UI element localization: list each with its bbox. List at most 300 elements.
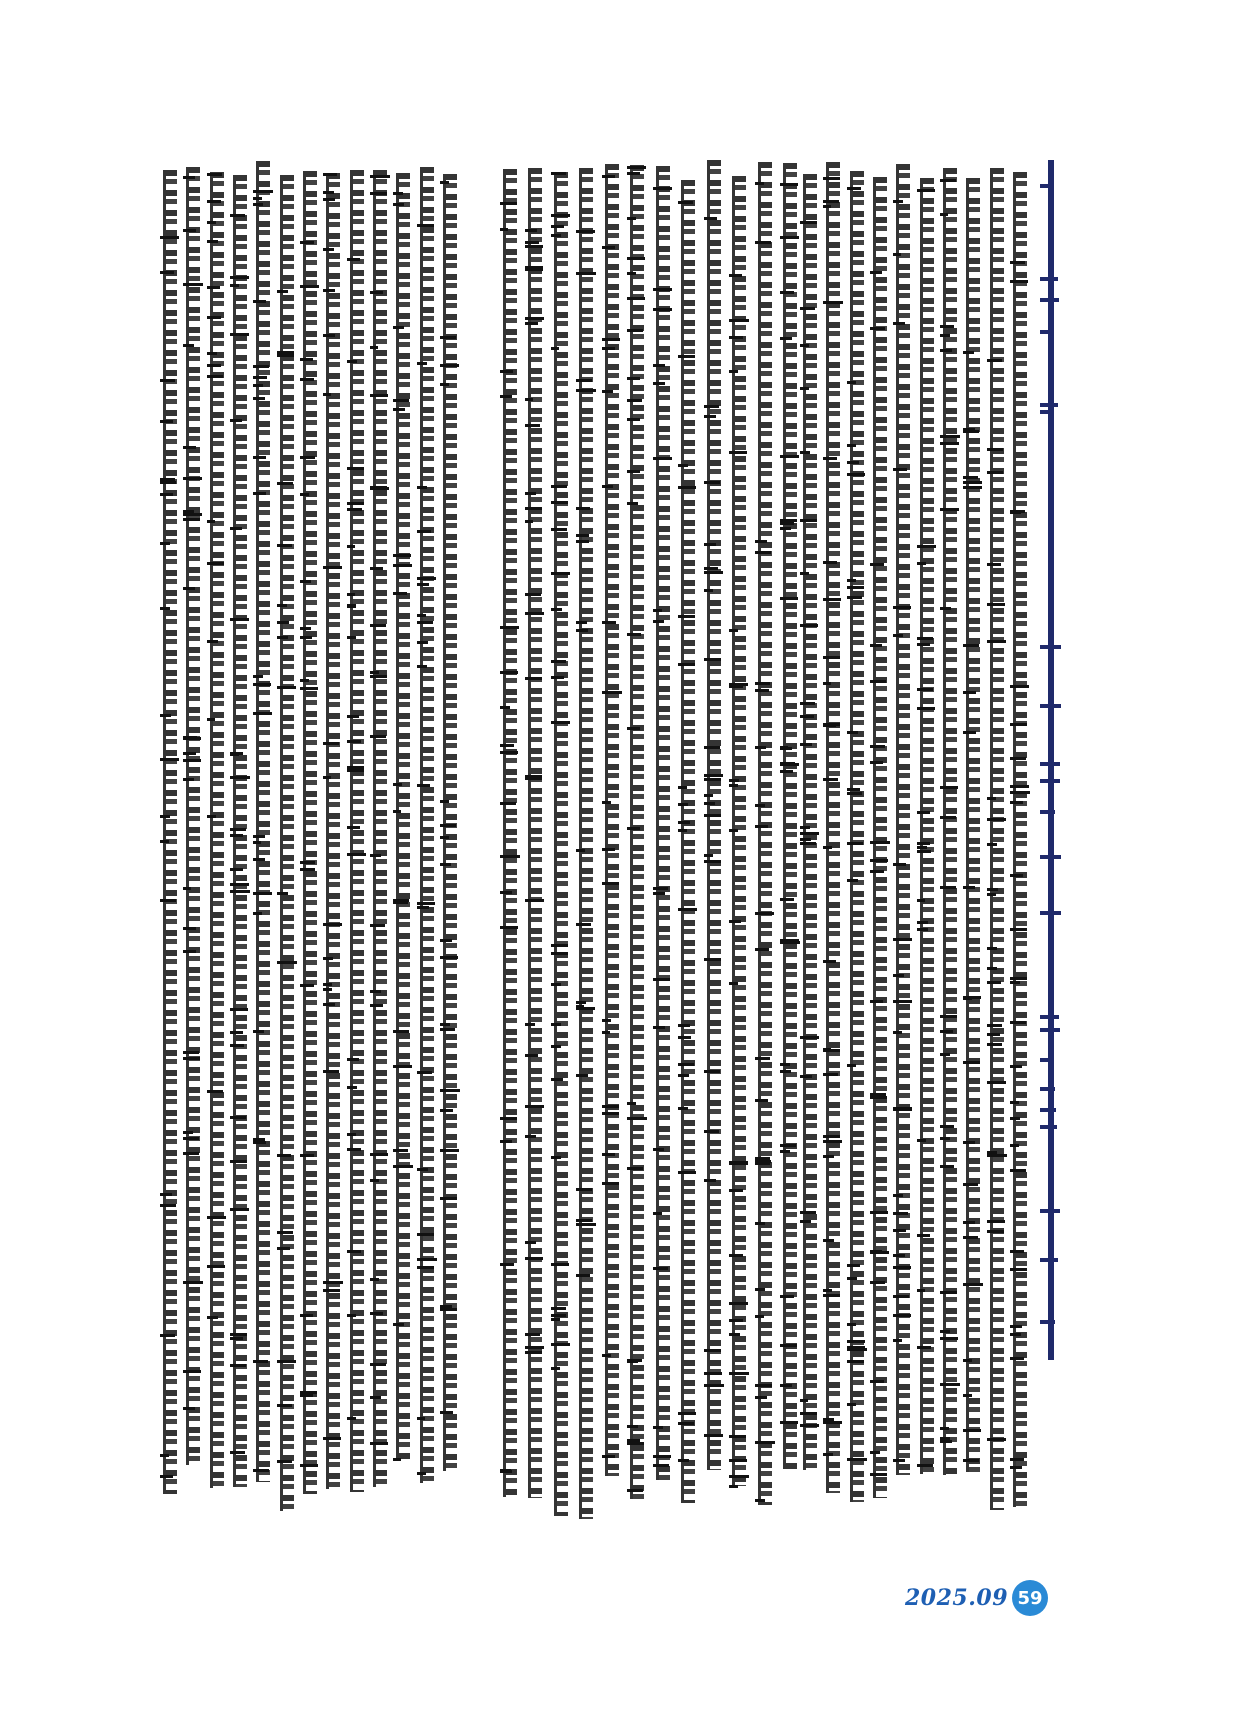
- glyph-mark: [323, 776, 331, 779]
- glyph-mark: [230, 276, 249, 279]
- glyph-mark: [347, 1250, 361, 1253]
- glyph-mark: [347, 360, 357, 363]
- glyph-mark: [253, 376, 267, 379]
- glyph-mark: [800, 344, 809, 347]
- glyph-mark: [823, 457, 837, 460]
- script-stroke: [966, 178, 980, 1472]
- glyph-mark: [576, 1274, 590, 1277]
- title-glyph-mark: [1040, 410, 1054, 414]
- glyph-mark: [370, 192, 387, 195]
- script-stroke: [396, 173, 410, 1460]
- script-stroke: [280, 175, 294, 1511]
- glyph-mark: [1010, 801, 1023, 804]
- glyph-mark: [370, 924, 385, 927]
- glyph-mark: [370, 394, 388, 397]
- script-stroke: [528, 168, 542, 1498]
- glyph-mark: [1010, 723, 1027, 726]
- glyph-mark: [323, 566, 342, 569]
- glyph-mark: [800, 307, 815, 310]
- glyph-mark: [393, 783, 402, 786]
- glyph-mark: [207, 240, 218, 243]
- glyph-mark: [917, 637, 933, 640]
- glyph-mark: [780, 522, 794, 525]
- title-glyph-mark: [1040, 1258, 1058, 1262]
- glyph-mark: [230, 333, 249, 336]
- text-line: [253, 160, 273, 1540]
- glyph-mark: [847, 1348, 867, 1351]
- glyph-mark: [347, 1058, 359, 1061]
- glyph-mark: [940, 816, 956, 819]
- glyph-mark: [1010, 1333, 1021, 1336]
- glyph-mark: [551, 1023, 561, 1026]
- glyph-mark: [704, 571, 723, 574]
- glyph-mark: [704, 415, 716, 418]
- glyph-mark: [207, 1216, 226, 1219]
- glyph-mark: [847, 842, 863, 845]
- text-line: [393, 160, 413, 1540]
- glyph-mark: [230, 883, 249, 886]
- glyph-mark: [525, 677, 542, 680]
- glyph-mark: [253, 858, 265, 861]
- glyph-mark: [755, 1384, 772, 1387]
- glyph-mark: [893, 1108, 912, 1111]
- glyph-mark: [440, 1028, 455, 1031]
- glyph-mark: [987, 967, 997, 970]
- glyph-mark: [500, 671, 518, 674]
- glyph-mark: [230, 828, 246, 831]
- glyph-mark: [500, 1470, 511, 1473]
- glyph-mark: [987, 471, 1003, 474]
- glyph-mark: [800, 624, 818, 627]
- glyph-mark: [987, 1081, 1006, 1084]
- glyph-mark: [704, 481, 720, 484]
- glyph-mark: [183, 587, 195, 590]
- glyph-mark: [183, 518, 200, 521]
- glyph-mark: [207, 640, 218, 643]
- glyph-mark: [347, 258, 360, 261]
- glyph-mark: [207, 173, 222, 176]
- glyph-mark: [704, 774, 723, 777]
- glyph-mark: [277, 1404, 292, 1407]
- glyph-mark: [755, 825, 768, 828]
- glyph-mark: [160, 271, 174, 274]
- glyph-mark: [893, 938, 912, 941]
- text-line: [940, 160, 960, 1540]
- glyph-mark: [183, 1370, 201, 1373]
- glyph-mark: [183, 229, 196, 232]
- glyph-mark: [183, 1407, 195, 1410]
- glyph-mark: [987, 1033, 1000, 1036]
- glyph-mark: [729, 1254, 743, 1257]
- glyph-mark: [300, 1314, 313, 1317]
- glyph-mark: [347, 636, 356, 639]
- text-line: [704, 160, 724, 1540]
- glyph-mark: [525, 1105, 544, 1108]
- glyph-mark: [847, 1360, 864, 1363]
- glyph-mark: [1010, 261, 1025, 264]
- glyph-mark: [987, 1154, 1007, 1157]
- glyph-mark: [1010, 874, 1023, 877]
- glyph-mark: [940, 786, 958, 789]
- glyph-mark: [678, 786, 687, 789]
- glyph-mark: [917, 562, 926, 565]
- glyph-mark: [823, 723, 840, 726]
- glyph-mark: [253, 1469, 269, 1472]
- glyph-mark: [500, 1117, 517, 1120]
- glyph-mark: [347, 1148, 361, 1151]
- text-line: [653, 160, 673, 1540]
- glyph-mark: [323, 198, 335, 201]
- glyph-mark: [800, 743, 812, 746]
- glyph-mark: [277, 961, 297, 964]
- glyph-mark: [678, 803, 688, 806]
- glyph-mark: [870, 1000, 883, 1003]
- glyph-mark: [729, 1161, 748, 1164]
- glyph-mark: [729, 1333, 740, 1336]
- glyph-mark: [940, 886, 956, 889]
- glyph-mark: [277, 686, 296, 689]
- glyph-mark: [602, 1031, 610, 1034]
- glyph-mark: [183, 477, 202, 480]
- glyph-mark: [323, 742, 339, 745]
- glyph-mark: [940, 1427, 949, 1430]
- glyph-mark: [847, 1458, 867, 1461]
- glyph-mark: [183, 752, 196, 755]
- glyph-mark: [678, 1171, 696, 1174]
- glyph-mark: [230, 1364, 246, 1367]
- glyph-mark: [253, 912, 262, 915]
- glyph-mark: [277, 351, 294, 354]
- glyph-mark: [370, 1153, 388, 1156]
- glyph-mark: [300, 285, 319, 288]
- glyph-mark: [370, 1442, 388, 1445]
- glyph-mark: [627, 827, 640, 830]
- glyph-mark: [800, 842, 816, 845]
- text-line: [277, 160, 297, 1540]
- glyph-mark: [940, 435, 960, 438]
- glyph-mark: [755, 1441, 775, 1444]
- glyph-mark: [160, 1454, 169, 1457]
- glyph-mark: [551, 944, 568, 947]
- glyph-mark: [551, 721, 570, 724]
- glyph-mark: [300, 636, 312, 639]
- glyph-mark: [1010, 1065, 1022, 1068]
- glyph-mark: [870, 745, 885, 748]
- glyph-mark: [653, 1455, 671, 1458]
- glyph-mark: [729, 920, 741, 923]
- glyph-mark: [653, 1212, 662, 1215]
- glyph-mark: [800, 832, 819, 835]
- glyph-mark: [525, 1257, 543, 1260]
- glyph-mark: [230, 890, 250, 893]
- glyph-mark: [823, 1135, 840, 1138]
- glyph-mark: [729, 319, 749, 322]
- glyph-mark: [678, 201, 693, 204]
- glyph-mark: [253, 492, 266, 495]
- glyph-mark: [347, 467, 364, 470]
- glyph-mark: [847, 461, 859, 464]
- glyph-mark: [627, 470, 640, 473]
- glyph-mark: [370, 486, 387, 489]
- glyph-mark: [417, 1071, 432, 1074]
- script-stroke: [630, 165, 644, 1499]
- glyph-mark: [525, 775, 542, 778]
- glyph-mark: [987, 981, 1001, 984]
- glyph-mark: [963, 731, 976, 734]
- glyph-mark: [870, 841, 890, 844]
- glyph-mark: [847, 1403, 856, 1406]
- glyph-mark: [602, 1019, 611, 1022]
- glyph-mark: [393, 408, 405, 411]
- glyph-mark: [729, 1319, 743, 1322]
- glyph-mark: [417, 577, 436, 580]
- glyph-mark: [653, 887, 668, 890]
- glyph-mark: [780, 597, 798, 600]
- glyph-mark: [277, 544, 292, 547]
- glyph-mark: [417, 362, 427, 365]
- title-glyph-mark: [1040, 779, 1060, 783]
- glyph-mark: [183, 283, 203, 286]
- glyph-mark: [576, 923, 591, 926]
- glyph-mark: [627, 1117, 647, 1120]
- glyph-mark: [823, 301, 843, 304]
- glyph-mark: [160, 815, 170, 818]
- glyph-mark: [729, 829, 738, 832]
- text-line: [678, 160, 698, 1540]
- glyph-mark: [627, 272, 636, 275]
- glyph-mark: [551, 1307, 566, 1310]
- glyph-mark: [870, 327, 885, 330]
- glyph-mark: [755, 948, 769, 951]
- text-line: [602, 160, 622, 1540]
- glyph-mark: [627, 502, 638, 505]
- glyph-mark: [602, 390, 613, 393]
- glyph-mark: [207, 1265, 225, 1268]
- glyph-mark: [755, 1315, 764, 1318]
- glyph-mark: [576, 507, 590, 510]
- issue-number: 2025.09: [905, 1585, 1009, 1611]
- glyph-mark: [963, 1459, 979, 1462]
- script-stroke: [758, 162, 772, 1505]
- glyph-mark: [963, 1061, 980, 1064]
- glyph-mark: [987, 1220, 1005, 1223]
- glyph-mark: [917, 811, 930, 814]
- script-stroke: [163, 170, 177, 1494]
- glyph-mark: [551, 608, 562, 611]
- glyph-mark: [893, 1229, 906, 1232]
- glyph-mark: [823, 656, 840, 659]
- glyph-mark: [576, 849, 585, 852]
- glyph-mark: [704, 794, 713, 797]
- glyph-mark: [704, 814, 721, 817]
- glyph-mark: [525, 492, 536, 495]
- glyph-mark: [253, 675, 263, 678]
- glyph-mark: [253, 197, 262, 200]
- glyph-mark: [963, 886, 975, 889]
- glyph-mark: [160, 607, 170, 610]
- glyph-mark: [370, 567, 383, 570]
- glyph-mark: [417, 1168, 428, 1171]
- glyph-mark: [230, 1044, 244, 1047]
- title-glyph-mark: [1040, 184, 1052, 188]
- glyph-mark: [987, 797, 996, 800]
- glyph-mark: [678, 1422, 694, 1425]
- glyph-mark: [823, 561, 837, 564]
- glyph-mark: [987, 843, 997, 846]
- glyph-mark: [370, 291, 383, 294]
- glyph-mark: [207, 1090, 223, 1093]
- glyph-mark: [253, 384, 263, 387]
- text-line: [627, 160, 647, 1540]
- script-stroke: [896, 164, 910, 1475]
- text-line: [440, 160, 460, 1540]
- glyph-mark: [653, 609, 662, 612]
- glyph-mark: [704, 405, 719, 408]
- glyph-mark: [207, 375, 223, 378]
- text-line: [183, 160, 203, 1540]
- glyph-mark: [987, 448, 1003, 451]
- glyph-mark: [755, 1222, 765, 1225]
- glyph-mark: [253, 203, 263, 206]
- glyph-mark: [230, 1008, 248, 1011]
- glyph-mark: [417, 784, 430, 787]
- glyph-mark: [1010, 791, 1030, 794]
- glyph-mark: [627, 1102, 636, 1105]
- glyph-mark: [347, 766, 364, 769]
- glyph-mark: [525, 1023, 535, 1026]
- glyph-mark: [780, 291, 794, 294]
- glyph-mark: [500, 228, 508, 231]
- glyph-mark: [800, 1412, 817, 1415]
- glyph-mark: [551, 485, 567, 488]
- glyph-mark: [987, 947, 997, 950]
- glyph-mark: [347, 826, 360, 829]
- glyph-mark: [347, 1417, 356, 1420]
- glyph-mark: [370, 990, 381, 993]
- glyph-mark: [393, 1149, 408, 1152]
- glyph-mark: [823, 682, 831, 685]
- glyph-mark: [551, 1367, 560, 1370]
- glyph-mark: [917, 1234, 930, 1237]
- glyph-mark: [653, 1026, 665, 1029]
- glyph-mark: [800, 572, 809, 575]
- glyph-mark: [347, 604, 356, 607]
- glyph-mark: [678, 464, 688, 467]
- glyph-mark: [847, 596, 862, 599]
- text-line: [576, 160, 596, 1540]
- glyph-mark: [300, 1154, 314, 1157]
- glyph-mark: [627, 172, 640, 175]
- glyph-mark: [627, 217, 636, 220]
- glyph-mark: [1010, 1466, 1022, 1469]
- glyph-mark: [940, 1291, 957, 1294]
- glyph-mark: [393, 326, 404, 329]
- glyph-mark: [440, 1308, 457, 1311]
- glyph-mark: [207, 200, 221, 203]
- glyph-mark: [917, 1346, 931, 1349]
- title-glyph-mark: [1040, 1015, 1059, 1019]
- glyph-mark: [963, 1394, 972, 1397]
- glyph-mark: [370, 1278, 379, 1281]
- glyph-mark: [917, 688, 933, 691]
- glyph-mark: [893, 1254, 905, 1257]
- glyph-mark: [847, 1064, 856, 1067]
- glyph-mark: [576, 1188, 592, 1191]
- glyph-mark: [893, 1459, 905, 1462]
- glyph-mark: [393, 899, 409, 902]
- glyph-mark: [393, 1030, 409, 1033]
- text-block-left: [160, 160, 460, 1540]
- glyph-mark: [963, 351, 974, 354]
- glyph-mark: [987, 1230, 1004, 1233]
- glyph-mark: [183, 1131, 193, 1134]
- glyph-mark: [704, 1434, 723, 1437]
- glyph-mark: [678, 1412, 696, 1415]
- glyph-mark: [870, 680, 886, 683]
- glyph-mark: [963, 1141, 975, 1144]
- glyph-mark: [847, 1264, 860, 1267]
- glyph-mark: [755, 1099, 768, 1102]
- glyph-mark: [417, 224, 434, 227]
- glyph-mark: [800, 838, 811, 841]
- glyph-mark: [253, 712, 272, 715]
- glyph-mark: [183, 344, 194, 347]
- glyph-mark: [417, 906, 429, 909]
- glyph-mark: [627, 329, 643, 332]
- glyph-mark: [207, 352, 217, 355]
- glyph-mark: [347, 769, 364, 772]
- glyph-mark: [370, 346, 378, 349]
- glyph-mark: [347, 740, 361, 743]
- glyph-mark: [940, 349, 952, 352]
- glyph-mark: [551, 1318, 560, 1321]
- text-line: [207, 160, 227, 1540]
- glyph-mark: [160, 758, 179, 761]
- glyph-mark: [440, 1089, 460, 1092]
- glyph-mark: [940, 442, 959, 445]
- glyph-mark: [500, 891, 512, 894]
- glyph-mark: [847, 1323, 856, 1326]
- glyph-mark: [230, 419, 242, 422]
- glyph-mark: [823, 1155, 834, 1158]
- text-line: [300, 160, 320, 1540]
- glyph-mark: [160, 420, 173, 423]
- glyph-mark: [755, 682, 770, 685]
- script-stroke: [605, 164, 619, 1476]
- glyph-mark: [780, 236, 799, 239]
- glyph-mark: [823, 1294, 840, 1297]
- glyph-mark: [627, 1360, 638, 1363]
- glyph-mark: [847, 473, 865, 476]
- text-block-right: [800, 160, 1030, 1540]
- glyph-mark: [253, 683, 271, 686]
- glyph-mark: [653, 620, 664, 623]
- glyph-mark: [755, 1162, 770, 1165]
- glyph-mark: [277, 482, 293, 485]
- glyph-mark: [678, 663, 695, 666]
- glyph-mark: [300, 627, 311, 630]
- glyph-mark: [780, 941, 800, 944]
- glyph-mark: [917, 921, 928, 924]
- glyph-mark: [183, 950, 196, 953]
- glyph-mark: [602, 1455, 615, 1458]
- glyph-mark: [440, 863, 451, 866]
- glyph-mark: [576, 540, 589, 543]
- glyph-mark: [800, 1399, 808, 1402]
- title-glyph-mark: [1040, 1209, 1060, 1213]
- glyph-mark: [230, 753, 239, 756]
- text-line: [1010, 160, 1030, 1540]
